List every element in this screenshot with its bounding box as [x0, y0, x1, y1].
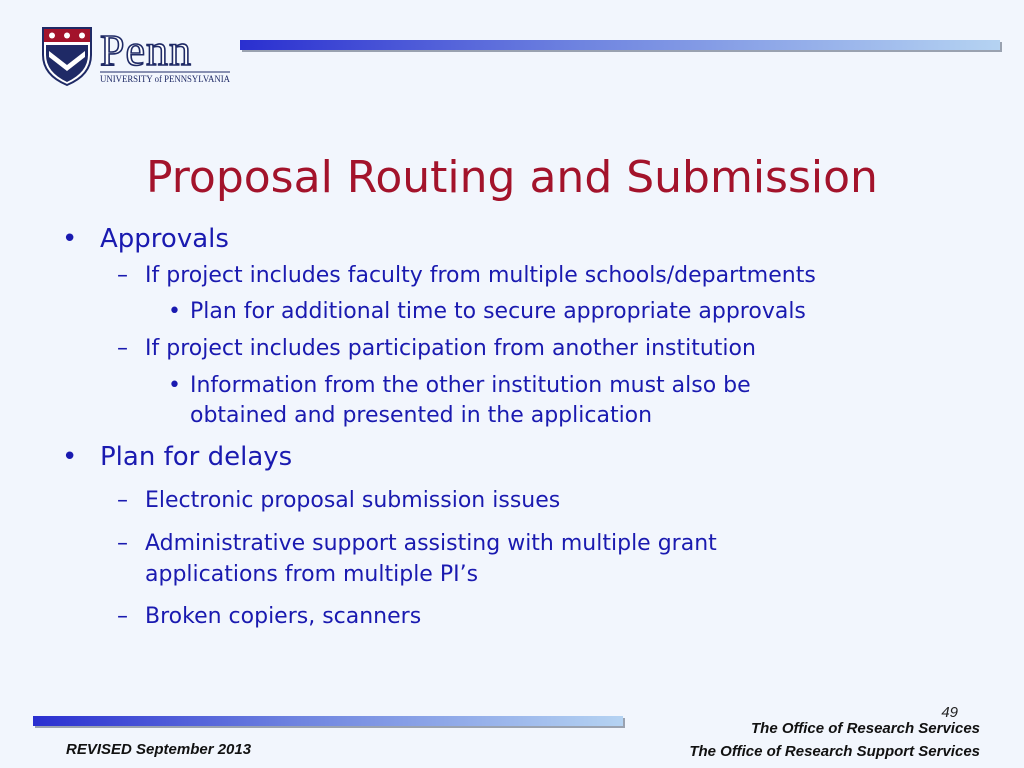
- bullet-approvals: Approvals: [100, 224, 229, 254]
- dash-marker: –: [117, 263, 128, 288]
- dash-marker: –: [117, 531, 128, 556]
- sub-bullet-admin-support-line-1: Administrative support assisting with multiple grant: [145, 531, 717, 556]
- bullet-marker: •: [62, 224, 78, 254]
- sub-bullet-another-institution: If project includes participation from another institution: [145, 336, 756, 361]
- sub-bullet-electronic-submission: Electronic proposal submission issues: [145, 488, 561, 513]
- sub-bullet-multiple-schools: If project includes faculty from multiple schools/departments: [145, 263, 816, 288]
- sub-sub-bullet-information-line-2: obtained and presented in the application: [190, 403, 653, 428]
- dash-marker: –: [117, 336, 128, 361]
- bullet-marker: •: [168, 373, 181, 398]
- sub-bullet-admin-support-line-2: applications from multiple PI’s: [145, 562, 479, 587]
- bullet-marker: •: [62, 442, 78, 472]
- sub-sub-bullet-additional-time: Plan for additional time to secure appropriate approvals: [190, 299, 806, 324]
- footer-accent-bar: [33, 716, 623, 726]
- bullet-marker: •: [168, 299, 181, 324]
- sub-sub-bullet-information-line-1: Information from the other institution must also be: [190, 373, 751, 398]
- page-number: 49: [941, 704, 958, 721]
- revised-date: REVISED September 2013: [66, 741, 252, 758]
- bullet-plan-for-delays: Plan for delays: [100, 442, 293, 472]
- slide-title: Proposal Routing and Submission: [146, 152, 878, 203]
- sub-bullet-broken-copiers: Broken copiers, scanners: [145, 604, 422, 629]
- svg-text:Penn: Penn: [100, 26, 192, 75]
- dash-marker: –: [117, 604, 128, 629]
- dash-marker: –: [117, 488, 128, 513]
- footer-org-line-1: The Office of Research Services: [751, 720, 980, 737]
- footer-org-line-2: The Office of Research Support Services: [689, 743, 980, 760]
- svg-text:UNIVERSITY of PENNSYLVANIA: UNIVERSITY of PENNSYLVANIA: [100, 74, 231, 84]
